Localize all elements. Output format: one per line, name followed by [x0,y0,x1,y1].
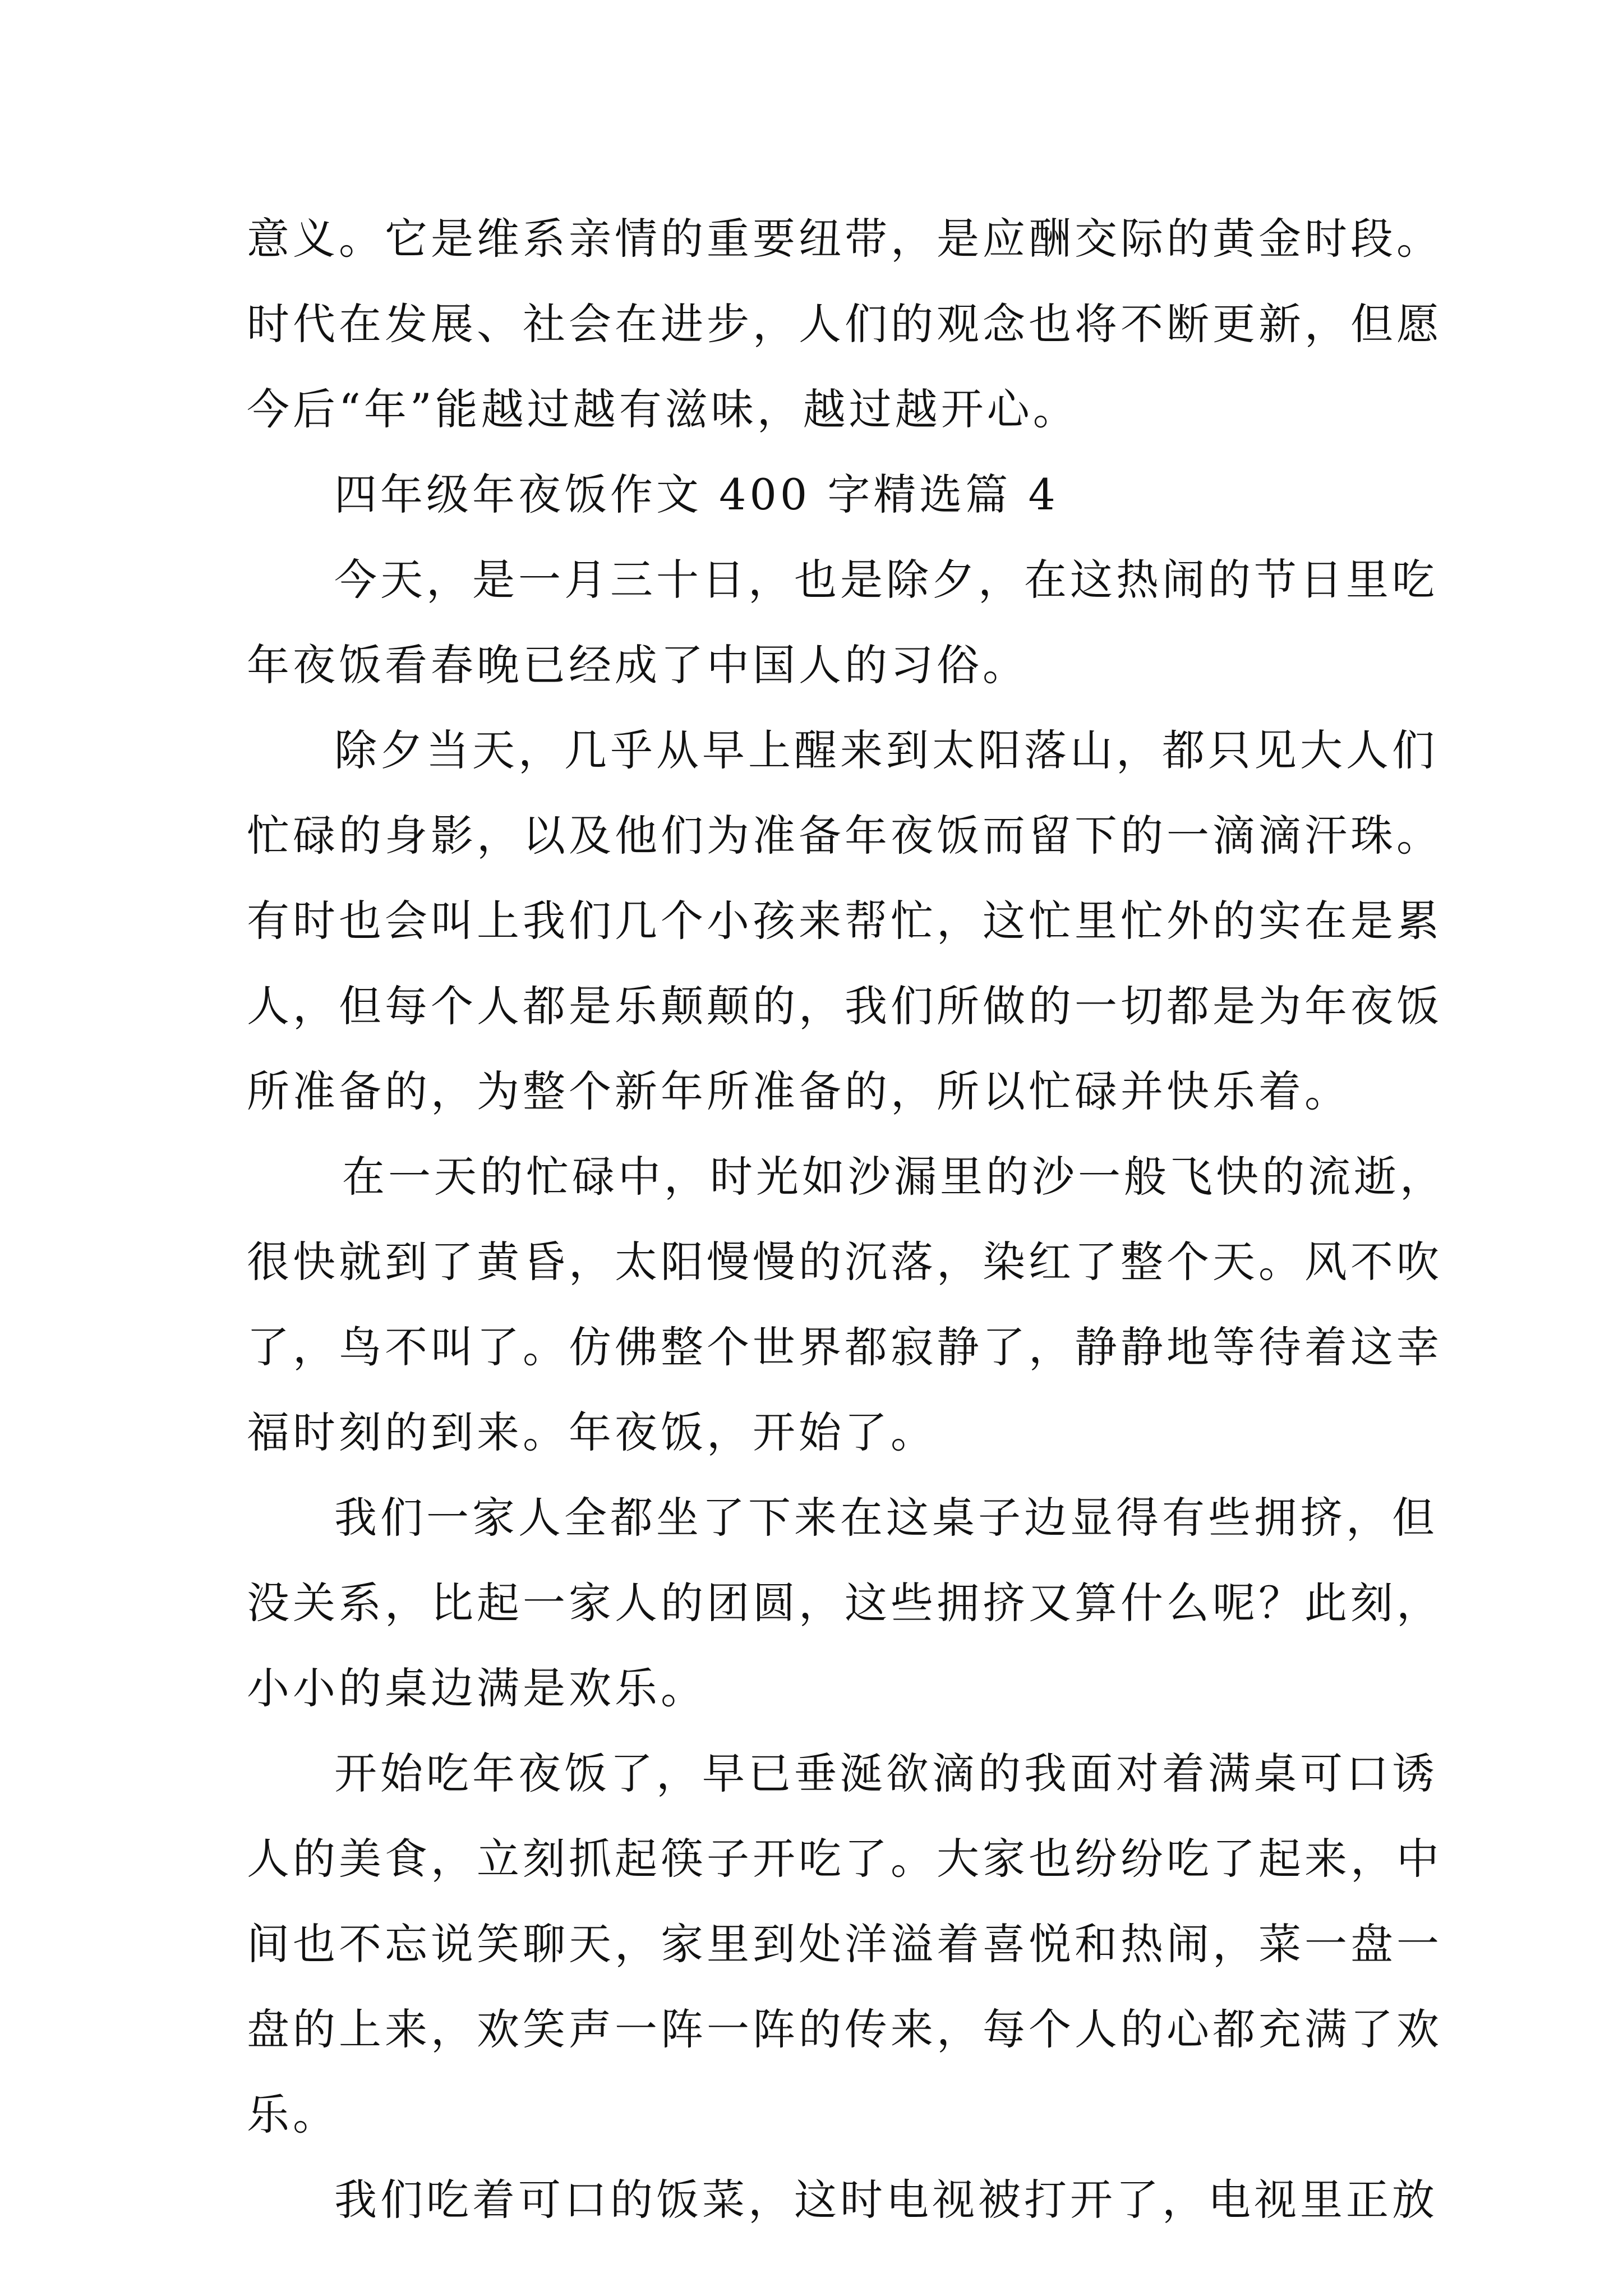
text-line: 很快就到了黄昏，太阳慢慢的沉落，染红了整个天。风不吹 [247,1237,1442,1287]
text-line: 时代在发展、社会在进步，人们的观念也将不断更新，但愿 [247,299,1442,349]
text-line: 忙碌的身影，以及他们为准备年夜饭而留下的一滴滴汗珠。 [247,811,1442,861]
text-line: 除夕当天，几乎从早上醒来到太阳落山，都只见大人们 [334,725,1438,775]
text-line: 福时刻的到来。年夜饭，开始了。 [247,1407,937,1457]
text-line: 我们一家人全都坐了下来在这桌子边显得有些拥挤，但 [334,1493,1438,1543]
text-line: 年夜饭看春晚已经成了中国人的习俗。 [247,640,1029,690]
text-line: 了，鸟不叫了。仿佛整个世界都寂静了，静静地等待着这幸 [247,1322,1442,1372]
text-line: 小小的桌边满是欢乐。 [247,1663,707,1713]
text-line: 人的美食，立刻抓起筷子开吃了。大家也纷纷吃了起来，中 [247,1834,1442,1884]
text-line: 今天，是一月三十日，也是除夕，在这热闹的节日里吃 [334,555,1438,605]
text-line: 在一天的忙碌中，时光如沙漏里的沙一般飞快的流逝， [342,1152,1446,1202]
text-line: 人，但每个人都是乐颠颠的，我们所做的一切都是为年夜饭 [247,981,1442,1031]
text-line: 今后“年”能越过越有滋味，越过越开心。 [247,384,1079,434]
text-line: 所准备的，为整个新年所准备的，所以忙碌并快乐着。 [247,1066,1350,1116]
text-line: 没关系，比起一家人的团圆，这些拥挤又算什么呢？此刻， [247,1578,1442,1628]
text-line: 有时也会叫上我们几个小孩来帮忙，这忙里忙外的实在是累 [247,896,1442,946]
text-line: 开始吃年夜饭了，早已垂涎欲滴的我面对着满桌可口诱 [334,1749,1438,1798]
section-heading: 四年级年夜饭作文 400 字精选篇 4 [334,470,1059,519]
essay-body [247,196,1446,2243]
text-line: 我们吃着可口的饭菜，这时电视被打开了，电视里正放 [334,2175,1438,2225]
text-line: 乐。 [247,2090,339,2139]
text-line: 间也不忘说笑聊天，家里到处洋溢着喜悦和热闹，菜一盘一 [247,1919,1442,1969]
text-line: 意义。它是维系亲情的重要纽带，是应酬交际的黄金时段。 [247,214,1442,264]
text-line: 盘的上来，欢笑声一阵一阵的传来，每个人的心都充满了欢 [247,2004,1442,2054]
